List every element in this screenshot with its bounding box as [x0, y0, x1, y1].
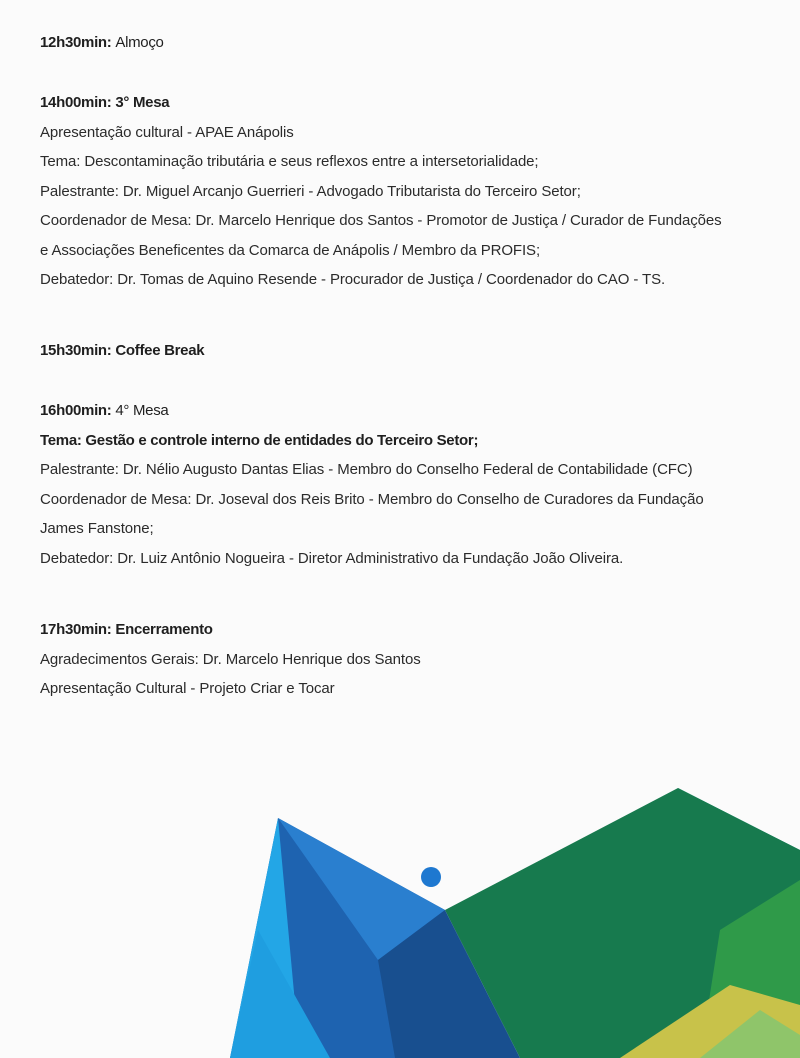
art-blue-dot — [421, 867, 441, 887]
mesa3-line: Tema: Descontaminação tributária e seus reflexos entre a intersetorialidade; — [40, 153, 539, 170]
closing-time: 17h30min: — [40, 621, 112, 638]
lunch-time: 12h30min: — [40, 34, 112, 51]
mesa3-line: e Associações Beneficentes da Comarca de Anápolis / Membro da PROFIS; — [40, 241, 541, 259]
mesa4-line: Debatedor: Dr. Luiz Antônio Nogueira - Diretor Administrativo da Fundação João Oliveira. — [40, 549, 624, 567]
mesa3-line: Palestrante: Dr. Miguel Arcanjo Guerrieri - Advogado Tributarista do Terceiro Setor; — [40, 182, 581, 200]
mesa3-line: Debatedor: Dr. Tomas de Aquino Resende - Procurador de Justiça / Coordenador do CAO - TS. — [40, 271, 666, 288]
mesa4-line: James Fanstone; — [40, 520, 154, 537]
coffee-title: Coffee Break — [115, 342, 205, 359]
mesa3-line: Apresentação cultural - APAE Anápolis — [40, 123, 294, 141]
mesa3-title: 3° Mesa — [115, 94, 170, 111]
closing-title: Encerramento — [115, 621, 213, 638]
mesa4-line: Coordenador de Mesa: Dr. Joseval dos Reis Brito - Membro do Conselho de Curadores da Fundação — [40, 490, 704, 508]
closing-line: Apresentação Cultural - Projeto Criar e Tocar — [40, 680, 335, 697]
mesa4-line: Palestrante: Dr. Nélio Augusto Dantas Elias - Membro do Conselho Federal de Contabilidade (CFC) — [40, 461, 693, 478]
mesa4-time: 16h00min: — [40, 402, 112, 419]
lunch-title: Almoço — [115, 34, 164, 51]
mesa4-title: 4° Mesa — [115, 402, 169, 419]
closing-line: Agradecimentos Gerais: Dr. Marcelo Henrique dos Santos — [40, 650, 421, 668]
mesa4-theme: Tema: Gestão e controle interno de entidades do Terceiro Setor; — [40, 431, 479, 449]
mesa3-time: 14h00min: — [40, 94, 112, 111]
coffee-time: 15h30min: — [40, 342, 112, 359]
mesa3-line: Coordenador de Mesa: Dr. Marcelo Henrique dos Santos - Promotor de Justiça / Curador de Fundações — [40, 212, 722, 229]
